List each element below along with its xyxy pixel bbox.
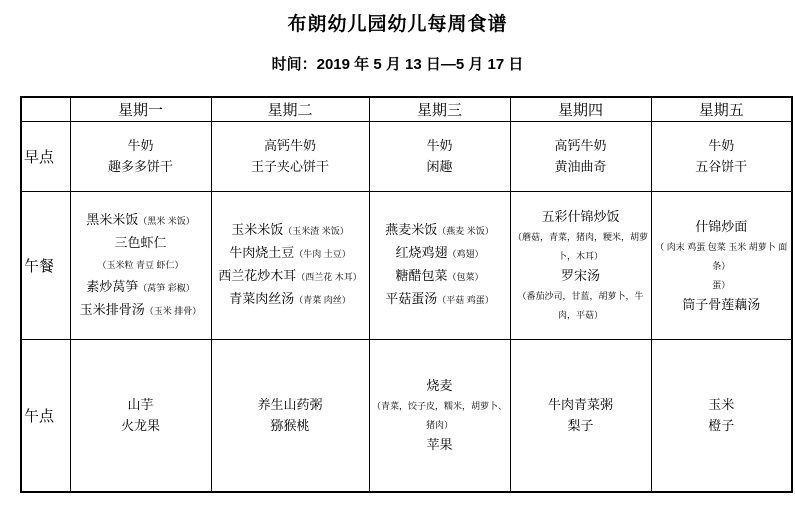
menu-item: [372, 219, 508, 242]
dish-name: 闲趣: [426, 159, 453, 174]
dish-name: 高钙牛奶: [263, 138, 316, 153]
dish-name: 什锦炒面: [695, 218, 748, 234]
dish-name: 罗宋汤: [560, 268, 600, 283]
ingredient-note: （青菜，饺子皮，糯米，胡萝卜、猪肉）: [371, 401, 507, 431]
menu-item: [372, 265, 508, 288]
menu-cell-2-2: [211, 191, 369, 339]
dish-name: 趣多多饼干: [107, 159, 173, 174]
ingredient-note: （莴笋 彩椒）: [138, 282, 195, 293]
dish-name: 烧麦: [426, 378, 453, 394]
menu-cell-1-5: [651, 121, 792, 191]
dish-name: 火龙果: [120, 418, 160, 434]
menu-item: [654, 415, 790, 436]
menu-item: [372, 242, 508, 265]
ingredient-note: （玉米渣 米饭）: [283, 226, 349, 236]
dish-name: 五谷饼干: [695, 159, 748, 174]
dish-name: 牛奶: [708, 138, 735, 153]
ingredient-note: （玉米粒 青豆 虾仁）: [97, 259, 184, 270]
menu-item: [654, 294, 790, 315]
dish-name: 青菜肉丝汤: [229, 291, 295, 306]
dish-name: 橙子: [708, 418, 735, 434]
ingredient-note: （牛肉 土豆）: [294, 249, 351, 259]
header-row: [21, 97, 792, 121]
menu-cell-1-1: [70, 121, 211, 191]
day-header-1: 星期一: [70, 97, 211, 121]
ingredient-note: （黑米 米饭）: [138, 215, 195, 226]
menu-item: [214, 156, 367, 177]
menu-body: [21, 121, 792, 492]
menu-item: [73, 299, 209, 322]
dish-name: 玉米米饭: [231, 222, 284, 237]
dish-name: 玉米: [708, 397, 735, 413]
menu-item: [513, 156, 649, 177]
dish-name: 糖醋包菜: [395, 268, 448, 283]
menu-item: [372, 288, 508, 311]
ingredient-note: 蛋）: [712, 279, 731, 290]
menu-item: [372, 156, 508, 177]
ingredient-note: （燕麦 米饭）: [437, 226, 494, 236]
menu-item: [214, 242, 367, 265]
menu-item: [214, 219, 367, 242]
ingredient-note: （ 肉末 鸡蛋 包菜 玉米 胡萝卜 面条）: [655, 241, 788, 271]
menu-item: [73, 135, 209, 156]
menu-item: [214, 288, 367, 311]
menu-item: [73, 394, 209, 415]
dish-name: 猕猴桃: [270, 418, 310, 434]
corner-cell: [21, 97, 70, 121]
menu-cell-3-2: [211, 339, 369, 492]
menu-cell-1-2: [211, 121, 369, 191]
menu-cell-3-1: [70, 339, 211, 492]
menu-item: [73, 232, 209, 276]
ingredient-note: （番茄沙司，甘蓝，胡萝卜，牛肉，平菇）: [517, 291, 644, 320]
row-label: 早点: [21, 121, 70, 191]
date-range: 时间：2019 年 5 月 13 日—5 月 17 日: [271, 56, 524, 73]
menu-cell-3-4: [510, 339, 651, 492]
menu-item: [214, 415, 367, 436]
menu-item: [513, 415, 649, 436]
dish-name: 王子夹心饼干: [250, 159, 329, 174]
ingredient-note: （鸡翅）: [447, 249, 484, 259]
menu-item: [73, 209, 209, 232]
menu-item: [513, 135, 649, 156]
day-header-5: 星期五: [651, 97, 792, 121]
menu-item: [214, 265, 367, 288]
menu-table: [20, 96, 793, 493]
dish-name: 五彩什锦炒饭: [541, 209, 620, 224]
row-label: 午餐: [21, 191, 70, 339]
dish-name: 三色虾仁: [114, 234, 167, 250]
ingredient-note: （平菇 鸡蛋）: [437, 295, 494, 305]
dish-name: 苹果: [426, 437, 453, 453]
day-header-2: 星期二: [211, 97, 369, 121]
menu-item: [513, 227, 649, 265]
dish-name: 养生山药粥: [257, 397, 323, 413]
menu-item: [654, 275, 790, 294]
dish-name: 黄油曲奇: [554, 159, 607, 174]
dish-name: 牛奶: [426, 138, 453, 153]
menu-item: [654, 394, 790, 415]
dish-name: 素炒莴笋: [86, 278, 139, 294]
menu-row-2: [21, 191, 792, 339]
dish-name: 梨子: [567, 418, 594, 434]
dish-name: 燕麦米饭: [385, 222, 438, 237]
dish-name: 牛肉烧土豆: [229, 245, 295, 260]
ingredient-note: （青菜 肉丝）: [294, 295, 351, 305]
row-label: 午点: [21, 339, 70, 492]
dish-name: 黑米米饭: [86, 211, 139, 227]
day-header-4: 星期四: [510, 97, 651, 121]
menu-item: [654, 237, 790, 275]
menu-item: [372, 375, 508, 396]
menu-cell-2-1: [70, 191, 211, 339]
menu-cell-2-3: [369, 191, 510, 339]
menu-cell-1-3: [369, 121, 510, 191]
dish-name: 牛奶: [127, 138, 154, 153]
day-header-3: 星期三: [369, 97, 510, 121]
dish-name: 玉米排骨汤: [79, 301, 145, 317]
menu-item: [513, 394, 649, 415]
ingredient-note: （玉米 排骨）: [144, 305, 202, 316]
menu-item: [372, 434, 508, 455]
dish-name: 高钙牛奶: [554, 138, 607, 153]
menu-cell-3-5: [651, 339, 792, 492]
menu-item: [73, 276, 209, 299]
ingredient-note: （西兰花 木耳）: [296, 272, 362, 282]
ingredient-note: （蘑菇，青菜，猪肉，粳米，胡萝卜，木耳）: [512, 232, 648, 261]
dish-name: 西兰花炒木耳: [218, 268, 297, 283]
menu-item: [372, 135, 508, 156]
menu-item: [654, 216, 790, 237]
menu-cell-2-5: [651, 191, 792, 339]
dish-name: 红烧鸡翅: [395, 245, 448, 260]
ingredient-note: （包菜）: [447, 272, 484, 282]
menu-item: [654, 156, 790, 177]
menu-item: [513, 265, 649, 286]
menu-row-1: [21, 121, 792, 191]
page-title: 布朗幼儿园幼儿每周食谱: [287, 14, 508, 35]
dish-name: 牛肉青菜粥: [547, 397, 613, 413]
menu-item: [73, 156, 209, 177]
menu-cell-2-4: [510, 191, 651, 339]
dish-name: 山芋: [127, 397, 154, 413]
menu-item: [513, 206, 649, 227]
menu-cell-1-4: [510, 121, 651, 191]
menu-item: [73, 415, 209, 436]
menu-row-3: [21, 339, 792, 492]
menu-item: [654, 135, 790, 156]
menu-item: [372, 396, 508, 434]
menu-item: [513, 286, 649, 324]
menu-cell-3-3: [369, 339, 510, 492]
menu-item: [214, 394, 367, 415]
menu-item: [214, 135, 367, 156]
dish-name: 平菇蛋汤: [385, 291, 438, 306]
dish-name: 筒子骨莲藕汤: [682, 296, 761, 312]
